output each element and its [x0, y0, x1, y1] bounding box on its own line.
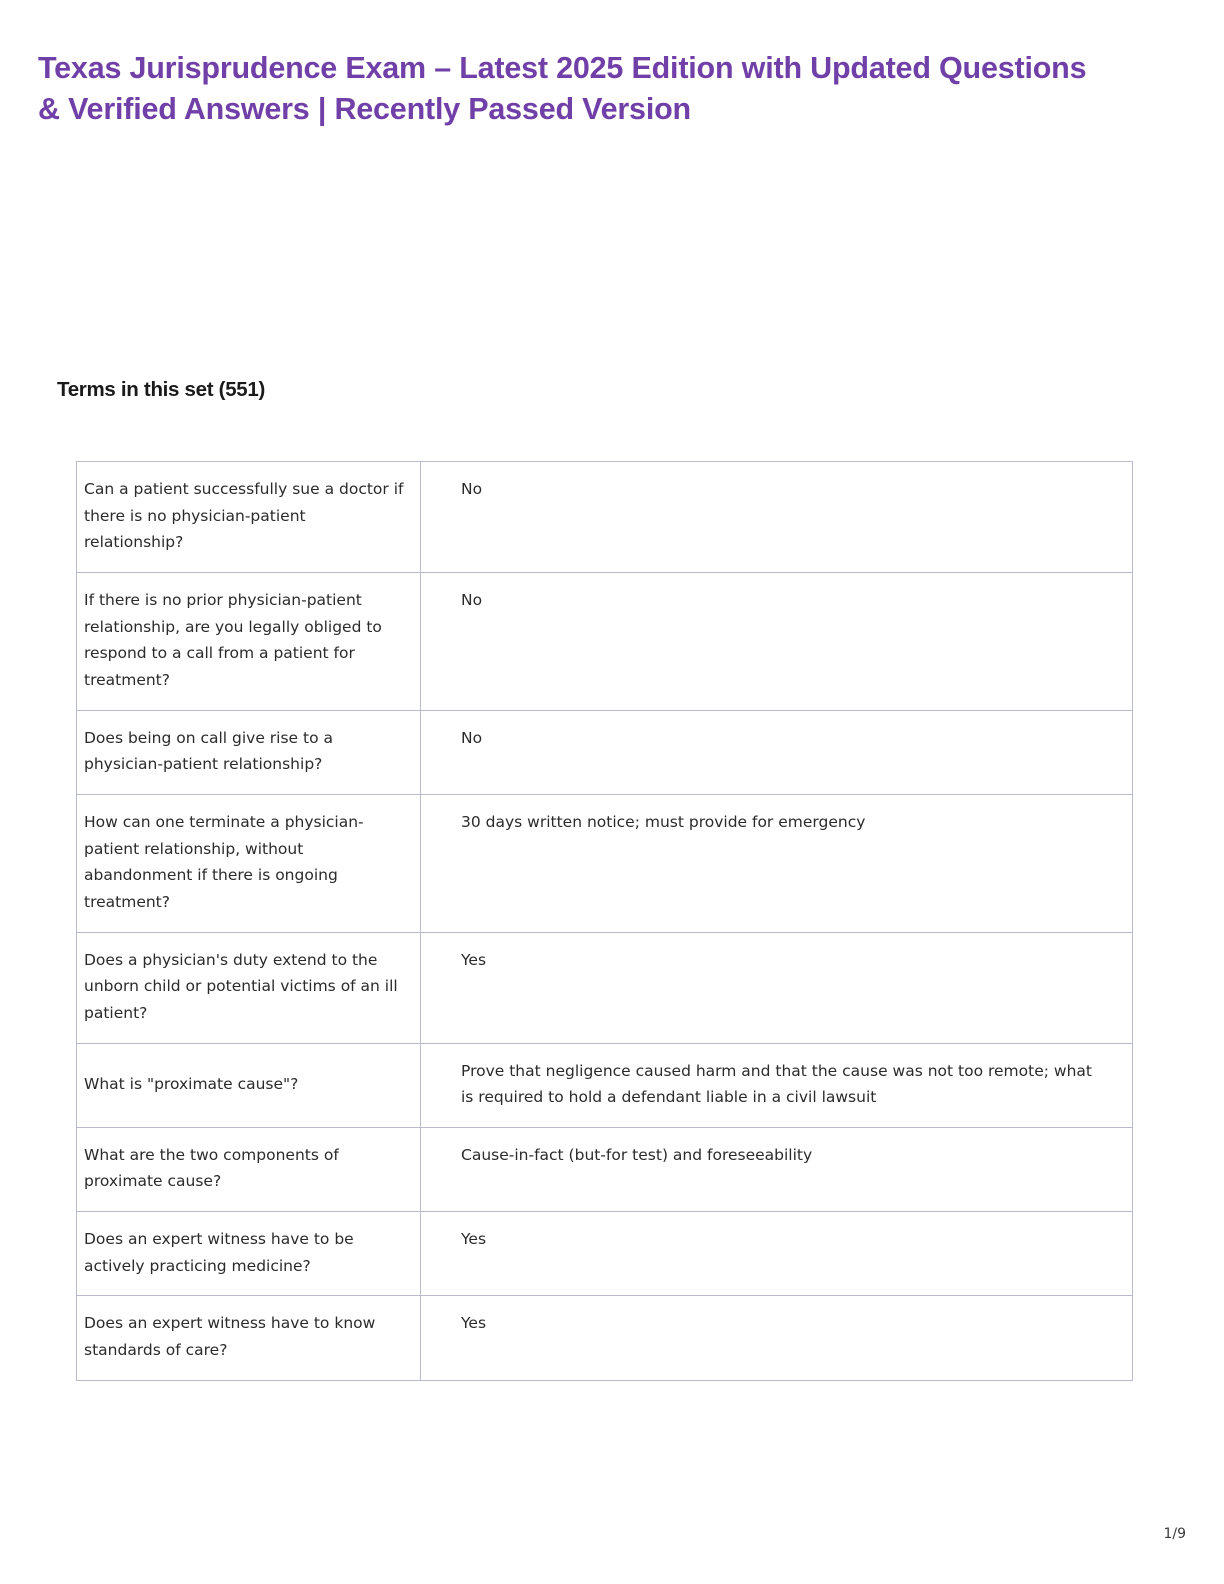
definition-cell: Yes [421, 932, 1133, 1043]
definition-cell: No [421, 572, 1133, 710]
term-cell: How can one terminate a physician-patient relationship, without abandonment if there is ongoing treatment? [77, 794, 421, 932]
definition-cell: 30 days written notice; must provide for emergency [421, 794, 1133, 932]
table-row [77, 710, 1133, 794]
table-row [77, 1212, 1133, 1296]
definition-cell: Prove that negligence caused harm and that the cause was not too remote; what is required to hold a defendant liable in a civil lawsuit [421, 1043, 1133, 1127]
term-cell: If there is no prior physician-patient relationship, are you legally obliged to respond to a call from a patient for treatment? [77, 572, 421, 710]
term-cell: Does being on call give rise to a physician-patient relationship? [77, 710, 421, 794]
table-row [77, 794, 1133, 932]
page-number: 1/9 [1163, 1526, 1186, 1542]
table-row [77, 462, 1133, 573]
definition-cell: No [421, 462, 1133, 573]
section-heading: Terms in this set (551) [57, 378, 266, 401]
definition-cell: No [421, 710, 1133, 794]
term-cell: Does an expert witness have to know standards of care? [77, 1296, 421, 1380]
terms-table [76, 461, 1133, 1381]
table-row [77, 572, 1133, 710]
term-cell: Does a physician's duty extend to the unborn child or potential victims of an ill patient? [77, 932, 421, 1043]
definition-cell: Yes [421, 1296, 1133, 1380]
term-cell: Can a patient successfully sue a doctor if there is no physician-patient relationship? [77, 462, 421, 573]
table-row [77, 1127, 1133, 1211]
page-title: Texas Jurisprudence Exam – Latest 2025 Edition with Updated Questions & Verified Answers | Recently Passed Version [38, 51, 1087, 126]
table-row [77, 1043, 1133, 1127]
table-row [77, 1296, 1133, 1380]
terms-table-body [77, 462, 1133, 1381]
definition-cell: Cause-in-fact (but-for test) and foreseeability [421, 1127, 1133, 1211]
term-cell: Does an expert witness have to be actively practicing medicine? [77, 1212, 421, 1296]
term-cell: What is "proximate cause"? [77, 1043, 421, 1127]
term-cell: What are the two components of proximate cause? [77, 1127, 421, 1211]
definition-cell: Yes [421, 1212, 1133, 1296]
table-row [77, 932, 1133, 1043]
